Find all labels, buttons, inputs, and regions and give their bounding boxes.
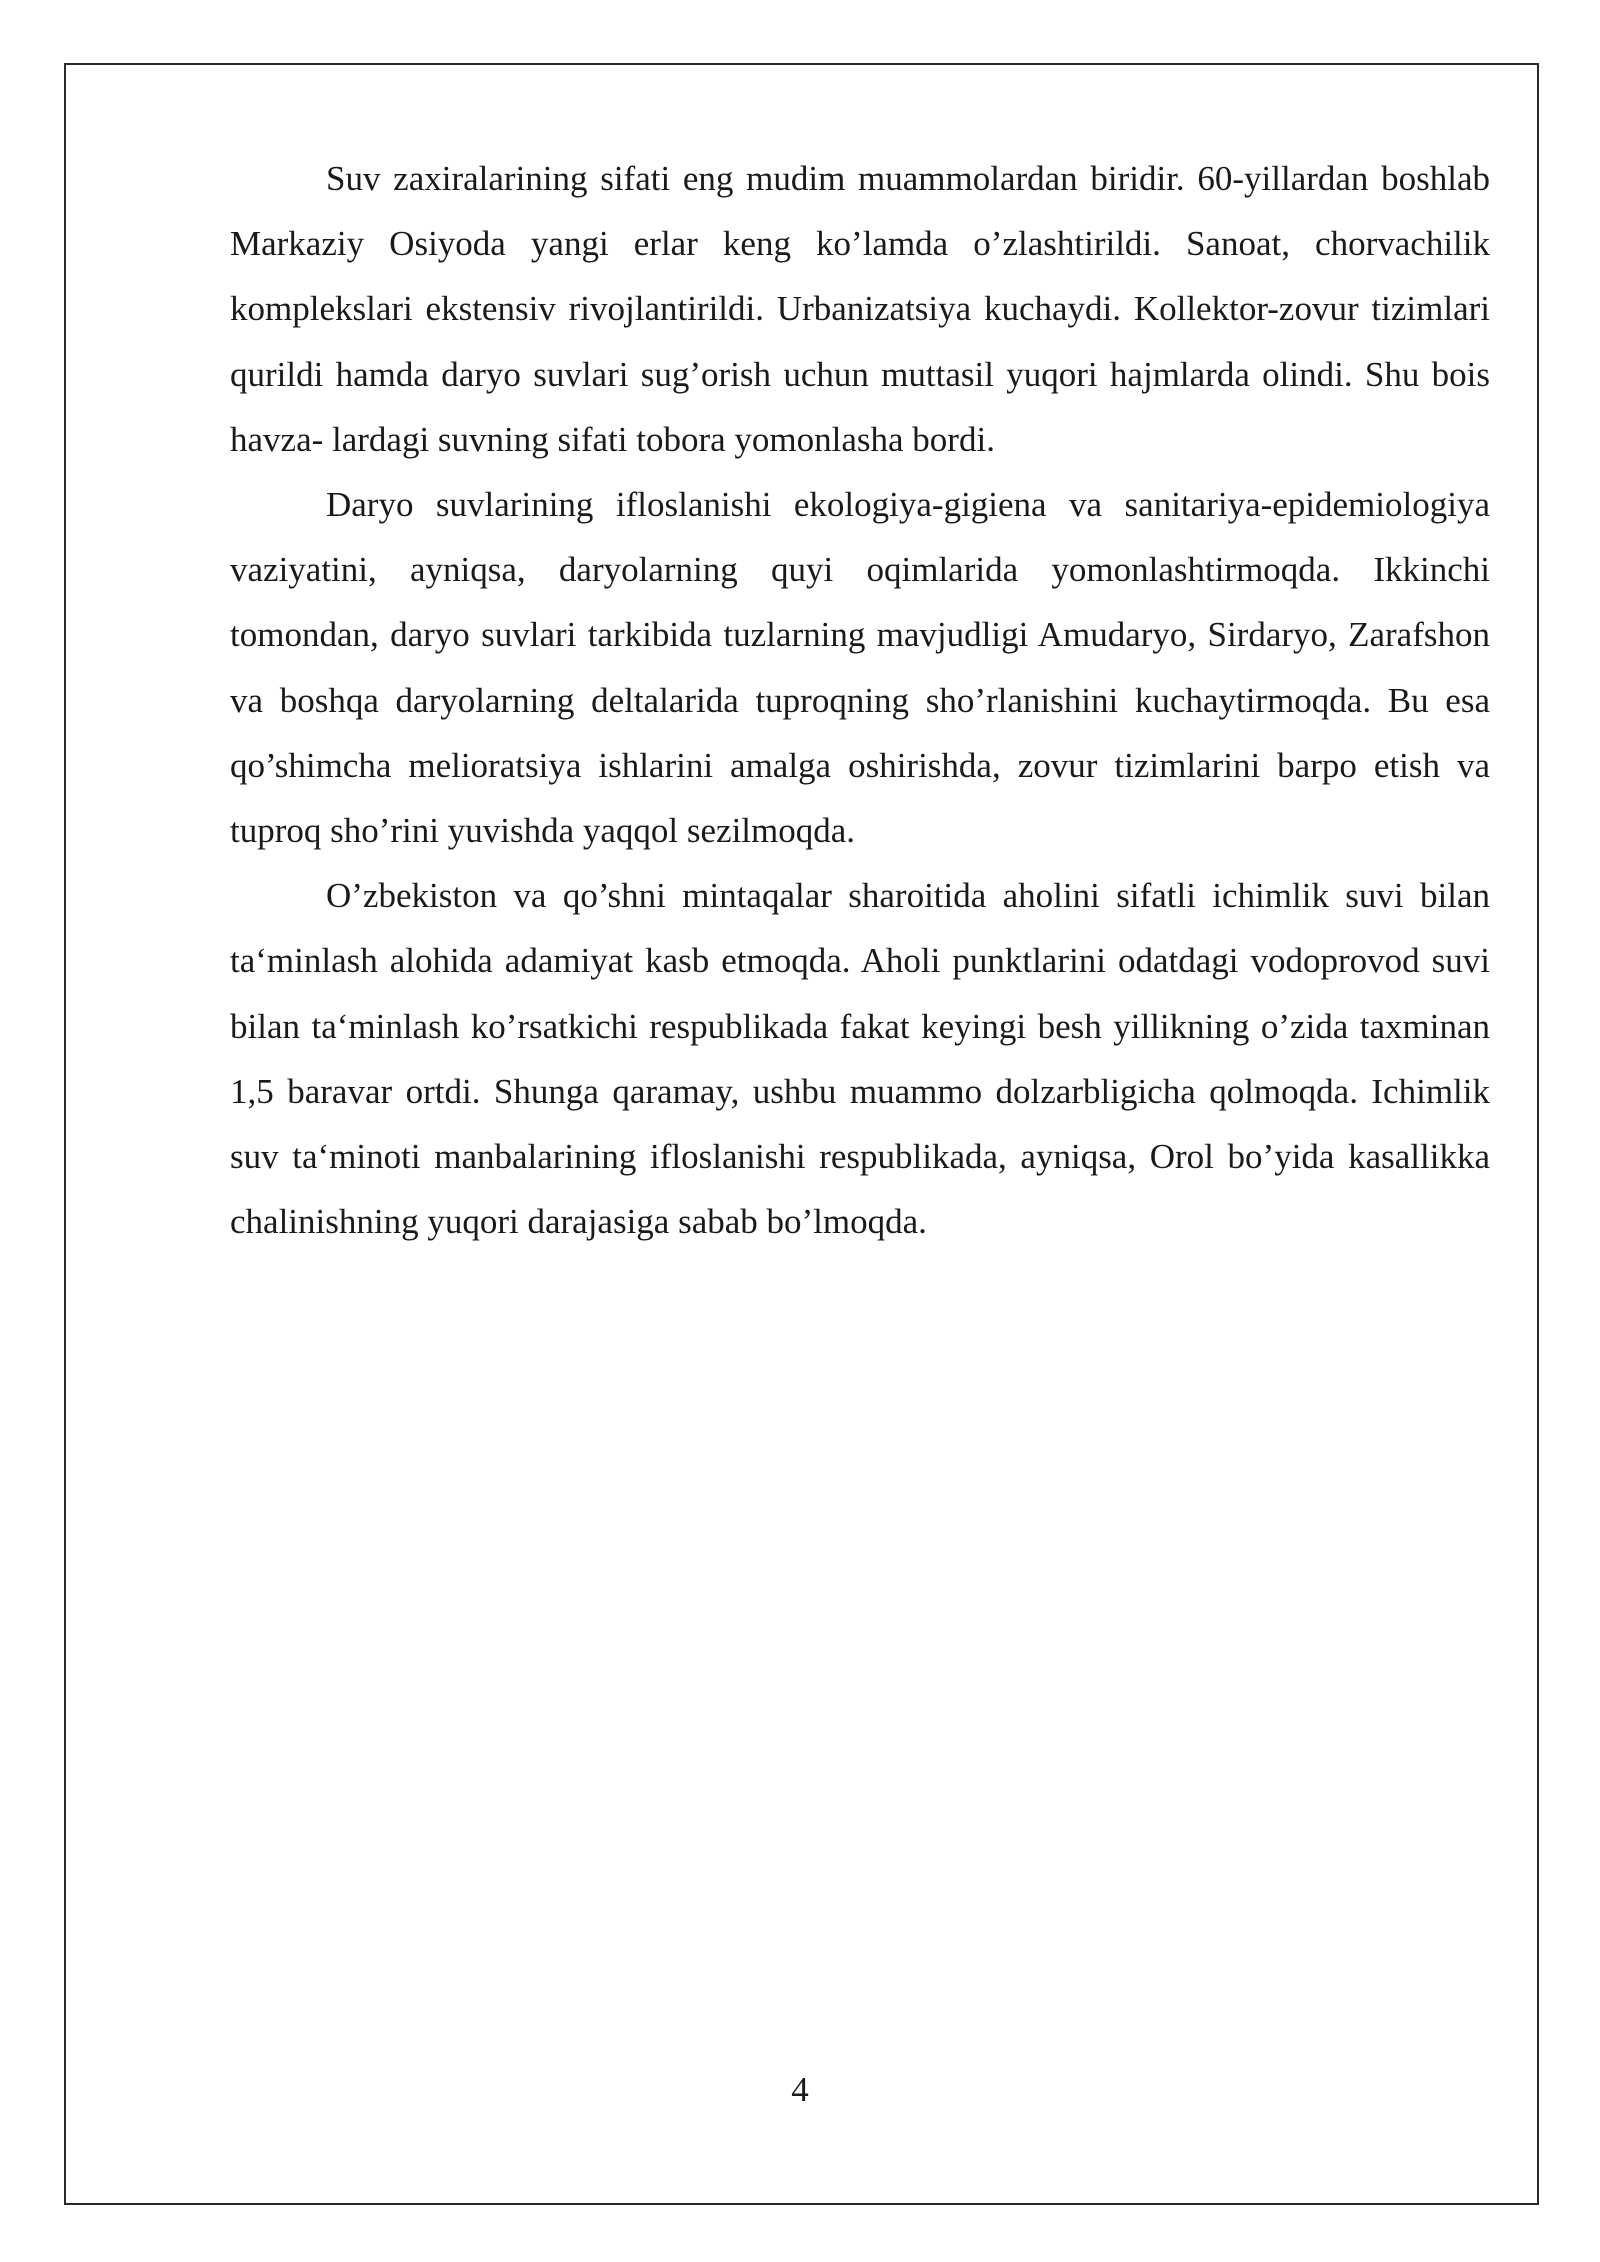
page-number: 4 xyxy=(791,2070,809,2109)
document-body xyxy=(230,146,1490,1254)
paragraph-3: O’zbekiston va qo’shni mintaqalar sharoitida aholini sifatli ichimlik suvi bilan ta‘minlash alohida adamiyat kasb etmoqda. Aholi punktlarini odatdagi vodoprovod suvi bilan ta‘minlash ko’rsatkichi respublikada fakat keyingi besh yillikning o’zida taxminan 1,5 baravar ortdi. Shunga qaramay, ushbu muammo dolzarbligicha qolmoqda. Ichimlik suv ta‘minoti manbalarining ifloslanishi respublikada, ayniqsa, Orol bo’yida kasallikka chalinishning yuqori darajasiga sabab bo’lmoqda. xyxy=(230,876,1490,1242)
paragraph-2: Daryo suvlarining ifloslanishi ekologiya-gigiena va sanitariya-epidemiologiya vaziyatini, ayniqsa, daryolarning quyi oqimlarida yomonlashtirmoqda. Ikkinchi tomondan, daryo suvlari tarkibida tuzlarning mavjudligi Amudaryo, Sirdaryo, Zarafshon va boshqa daryolarning deltalarida tuproqning sho’rlanishini kuchaytirmoqda. Bu esa qo’shimcha melioratsiya ishlarini amalga oshirishda, zovur tizimlarini barpo etish va tuproq sho’rini yuvishda yaqqol sezilmoqda. xyxy=(230,485,1490,851)
paragraph-1: Suv zaxiralarining sifati eng mudim muammolardan biridir. 60-yillardan boshlab Markaziy Osiyoda yangi erlar keng ko’lamda o’zlashtirildi. Sanoat, chorvachilik komplekslari ekstensiv rivojlantirildi. Urbanizatsiya kuchaydi. Kollektor-zovur tizimlari qurildi hamda daryo suvlari sug’orish uchun muttasil yuqori hajmlarda olindi. Shu bois havza- lardagi suvning sifati tobora yomonlasha bordi. xyxy=(230,159,1490,459)
